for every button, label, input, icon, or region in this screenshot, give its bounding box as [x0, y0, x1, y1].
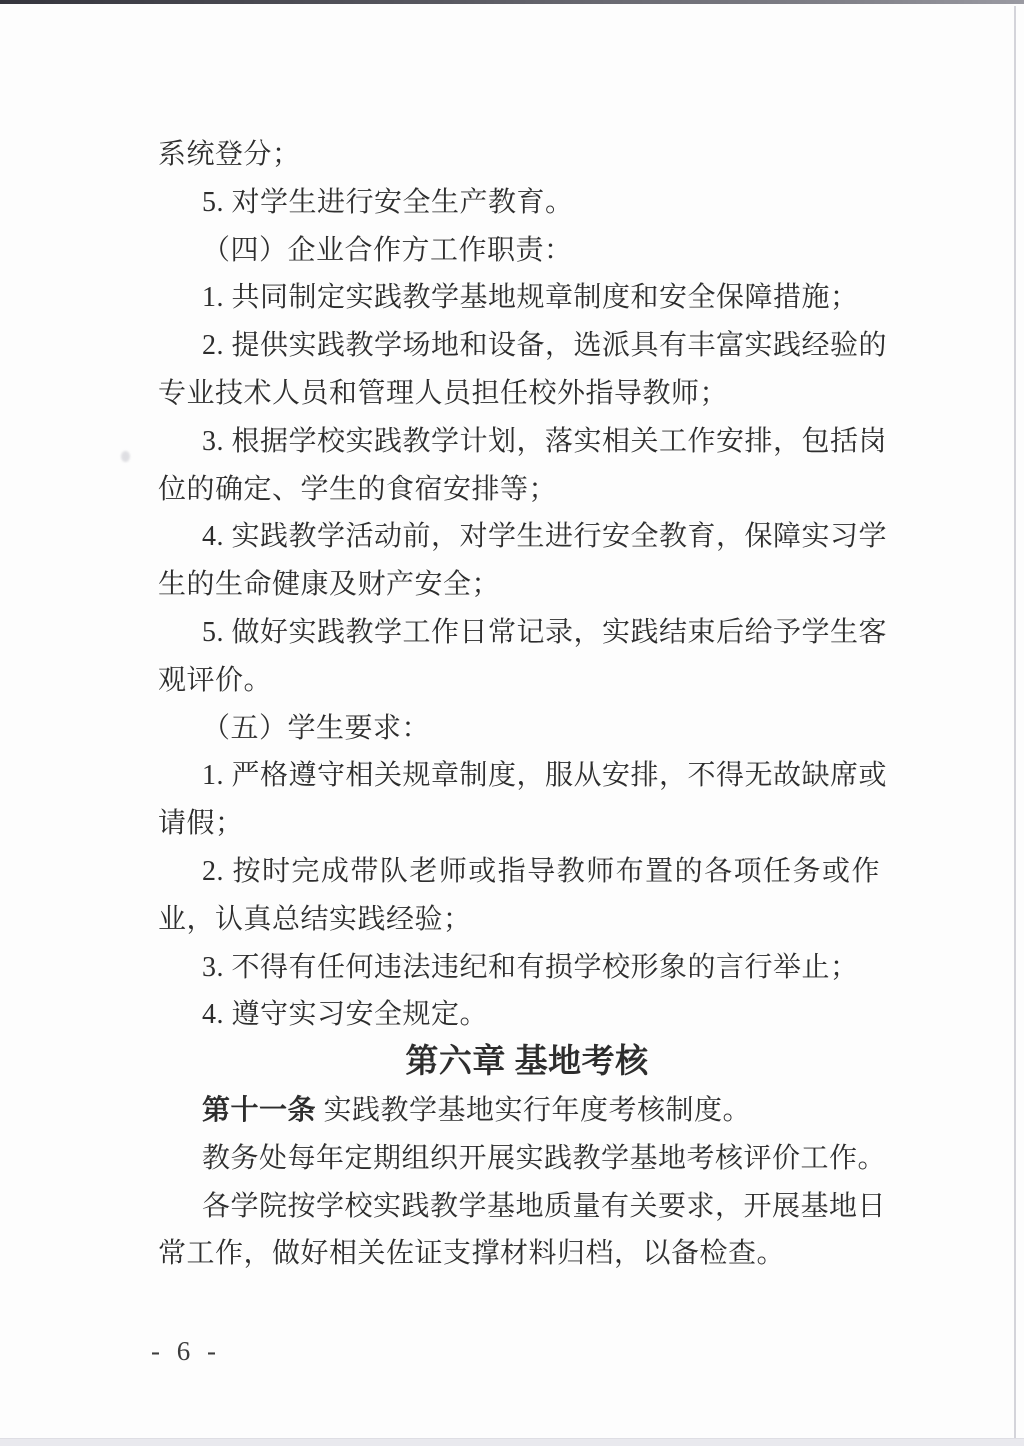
paragraph-line: [158, 800, 880, 848]
paragraph-line: [158, 1230, 880, 1278]
paragraph-text: 1. 共同制定实践教学基地规章制度和安全保障措施；: [202, 282, 859, 314]
paragraph-text: 5. 对学生进行安全生产教育。: [202, 186, 574, 218]
paragraph-text: 3. 不得有任何违法违纪和有损学校形象的言行举止；: [202, 951, 859, 983]
paragraph-text: 生的生命健康及财产安全；: [158, 569, 501, 601]
paragraph-line: [158, 561, 880, 609]
paragraph-text: 5. 做好实践教学工作日常记录，实践结束后给予学生客: [202, 616, 888, 648]
paragraph-line: [158, 657, 880, 705]
paragraph-line: [158, 896, 880, 944]
paragraph-line: [158, 1183, 887, 1231]
paragraph-line: [158, 944, 880, 992]
paragraph-text: 1. 严格遵守相关规章制度，服从安排，不得无故缺席或: [202, 760, 888, 792]
chapter-heading: [158, 1039, 880, 1087]
paragraph-line: [158, 418, 888, 466]
scan-speck: [121, 451, 130, 462]
chapter-heading-text: 第六章 基地考核: [405, 1044, 649, 1081]
paragraph-text: 请假；: [158, 808, 244, 840]
paragraph-text: 4. 实践教学活动前，对学生进行安全教育，保障实习学: [202, 521, 888, 553]
paragraph-line: [158, 991, 880, 1039]
page-number: - 6 -: [151, 1336, 221, 1366]
paragraph-text: 专业技术人员和管理人员担任校外指导教师；: [158, 377, 729, 409]
paragraph-line-section-five: [158, 705, 880, 753]
paragraph-text: 2. 按时完成带队老师或指导教师布置的各项任务或作: [202, 855, 880, 887]
document-body: [158, 131, 888, 1278]
paragraph-line: [158, 466, 880, 514]
paragraph-text: 位的确定、学生的食宿安排等；: [158, 473, 558, 505]
paragraph-text: 业，认真总结实践经验；: [158, 903, 472, 935]
paragraph-line: [158, 322, 888, 370]
paragraph-text: 实践教学基地实行年度考核制度。: [316, 1094, 752, 1126]
paragraph-line: [158, 752, 888, 800]
paragraph-line-section-four: [158, 227, 880, 275]
paragraph-text: 3. 根据学校实践教学计划，落实相关工作安排，包括岗: [202, 425, 888, 457]
paragraph-line-article-eleven: [158, 1087, 880, 1135]
paragraph-line: [158, 131, 880, 179]
scan-top-edge-line: [0, 0, 1024, 4]
paragraph-line: [158, 1135, 887, 1183]
paragraph-text: （五）学生要求：: [202, 712, 431, 744]
scan-bottom-strip: [0, 1438, 1024, 1446]
paragraph-text: 常工作，做好相关佐证支撑材料归档，以备检查。: [158, 1238, 786, 1270]
scan-right-edge-line: [1014, 6, 1016, 1440]
paragraph-text: 教务处每年定期组织开展实践教学基地考核评价工作。: [202, 1142, 887, 1174]
paragraph-text: 系统登分；: [158, 139, 301, 170]
paragraph-text: （四）企业合作方工作职责：: [202, 234, 573, 266]
paragraph-line: [158, 513, 888, 561]
paragraph-text: 2. 提供实践教学场地和设备，选派具有丰富实践经验的: [202, 330, 888, 362]
paragraph-text: 4. 遵守实习安全规定。: [202, 999, 489, 1031]
article-label: 第十一条: [202, 1094, 317, 1126]
paragraph-line: [158, 370, 880, 418]
paragraph-text: 各学院按学校实践教学基地质量有关要求，开展基地日: [202, 1190, 887, 1222]
paragraph-line: [158, 274, 880, 322]
paragraph-line: [158, 848, 880, 896]
paragraph-line: [158, 609, 888, 657]
paragraph-line: [158, 179, 880, 227]
paragraph-text: 观评价。: [158, 664, 273, 696]
